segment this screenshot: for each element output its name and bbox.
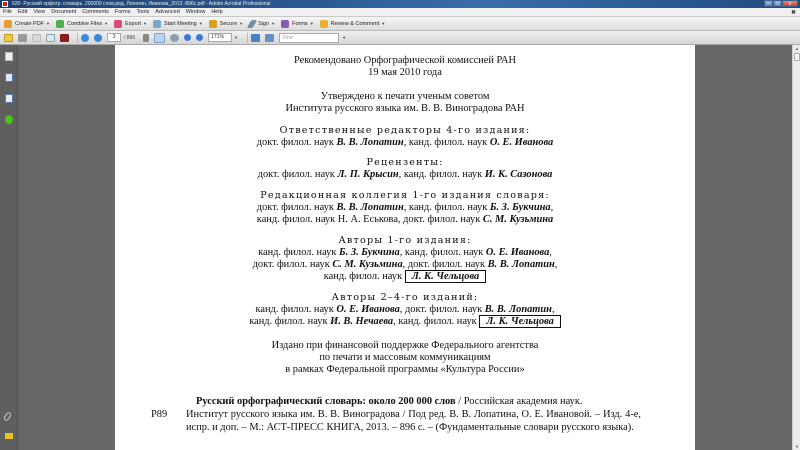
how-to-icon[interactable]: [5, 115, 13, 124]
zoom-level-input[interactable]: 171%: [208, 33, 232, 42]
text: ,: [551, 304, 555, 315]
chevron-down-icon: ▼: [46, 21, 51, 26]
secure-button[interactable]: [209, 20, 243, 28]
editors-block: [115, 125, 695, 149]
export-button[interactable]: [114, 20, 147, 28]
chevron-down-icon: ▼: [143, 21, 148, 26]
text-line: Института русского языка им. В. В. Виноградова РАН: [285, 103, 525, 114]
text-line: в рамках Федеральной программы «Культура России»: [285, 364, 525, 375]
navigation-pane: [0, 45, 18, 450]
chevron-down-icon: ▼: [198, 21, 203, 26]
text: канд. филол. наук Н. А. Еськова, докт. филол. наук: [256, 214, 483, 225]
vertical-scrollbar[interactable]: [792, 45, 800, 450]
boxed-person-name: Л. К. Чельцова: [405, 270, 487, 283]
person-name: О. Е. Иванова: [485, 247, 550, 258]
menu-bar: [0, 8, 800, 17]
zoom-dropdown-icon[interactable]: ▼: [234, 35, 239, 40]
minimize-button[interactable]: –: [764, 0, 773, 7]
bibliographic-entry: [151, 395, 641, 434]
export-label: Export: [125, 20, 142, 27]
classification-code: Р89: [151, 409, 168, 420]
person-name: Б. З. Букчина: [489, 202, 551, 213]
book-title: Русский орфографический словарь: около 200 000 слов: [196, 396, 456, 407]
create-pdf-label: Create PDF: [15, 20, 45, 27]
scroll-down-icon[interactable]: ▼: [795, 444, 799, 449]
person-name: С. М. Кузьмина: [332, 259, 403, 270]
section-heading: Авторы 1-го издания:: [338, 235, 472, 246]
text: докт. филол. наук: [256, 202, 337, 213]
start-meeting-button[interactable]: [153, 20, 203, 28]
select-text-icon[interactable]: [143, 34, 149, 42]
text: , канд. филол. наук: [398, 169, 485, 180]
combine-files-label: Combine Files: [67, 20, 103, 27]
email-icon[interactable]: [46, 34, 55, 42]
person-name: О. Е. Иванова: [336, 304, 400, 315]
previous-page-icon[interactable]: [81, 34, 89, 42]
text-line: [115, 247, 695, 259]
signatures-icon[interactable]: [5, 94, 13, 103]
text: , канд. филол. наук: [393, 316, 480, 327]
person-name: В. В. Лопатин: [484, 304, 552, 315]
review-comment-label: Review & Comment: [330, 20, 380, 27]
title-bar: [0, 0, 800, 8]
text-line: [115, 271, 695, 283]
review-comment-button[interactable]: [320, 20, 386, 28]
scroll-up-icon[interactable]: ▲: [795, 46, 799, 51]
acrobat-app-icon: [2, 1, 8, 7]
start-meeting-label: Start Meeting: [164, 20, 197, 27]
toolbar-separator: [247, 33, 248, 43]
forms-button[interactable]: [281, 20, 314, 28]
text: докт. филол. наук: [256, 137, 337, 148]
review-icon: [320, 20, 328, 28]
export-icon: [114, 20, 122, 28]
text-line: Рекомендовано Орфографической комиссией РАН: [294, 55, 516, 66]
text: канд. филол. наук: [258, 247, 340, 258]
hand-tool-icon[interactable]: [154, 33, 165, 43]
forms-icon: [281, 20, 289, 28]
text: канд. филол. наук: [323, 271, 405, 282]
section-heading: Редакционная коллегия 1-го издания словаря:: [260, 190, 550, 201]
text: / Российская академия наук.: [455, 396, 583, 407]
open-folder-icon[interactable]: [4, 34, 13, 42]
start-meeting-icon: [153, 20, 161, 28]
text-line: по печати и массовым коммуникациям: [319, 352, 491, 363]
secure-label: Secure: [219, 20, 238, 27]
biblio-body: Институт русского языка им. В. В. Виноградова / Под ред. В. В. Лопатина, О. Е. Ивановой. – Изд. 4-е, испр. и доп. – М.: АСТ-ПРЕСС КНИГА, 2013. – 896 с. – (Фундаментальные словари русского языка).: [186, 409, 641, 433]
biblio-title-line: [151, 395, 641, 408]
text: канд. филол. наук: [255, 304, 337, 315]
pages-icon[interactable]: [5, 52, 13, 61]
pen-icon: [247, 20, 258, 28]
menu-tools[interactable]: Tools: [136, 9, 150, 15]
combine-files-button[interactable]: [56, 20, 108, 28]
person-name: Б. З. Букчина: [339, 247, 400, 258]
sign-label: Sign: [258, 20, 270, 27]
find-input[interactable]: Find: [279, 33, 339, 43]
comments-icon[interactable]: [5, 433, 13, 439]
find-dropdown-icon[interactable]: ▼: [342, 35, 347, 40]
menu-comments[interactable]: Comments: [82, 9, 109, 15]
text-line: [115, 316, 695, 328]
person-name: В. В. Лопатин: [487, 259, 555, 270]
authors-later-editions-block: [115, 292, 695, 328]
menu-forms[interactable]: Forms: [114, 9, 131, 15]
text: канд. филол. наук: [249, 316, 331, 327]
text-line: Утверждено к печати ученым советом: [320, 91, 490, 102]
lock-icon: [209, 20, 217, 28]
text: ,: [549, 247, 552, 258]
boxed-person-name: Л. К. Чельцова: [479, 315, 561, 328]
chevron-down-icon: ▼: [381, 21, 386, 26]
text: , докт. филол. наук: [402, 259, 488, 270]
text-line: [115, 202, 695, 214]
close-document-icon[interactable]: ✖: [790, 10, 796, 16]
chevron-down-icon: ▼: [271, 21, 276, 26]
text-line: [115, 214, 695, 226]
text-line: [115, 304, 695, 316]
print-icon[interactable]: [18, 34, 27, 42]
section-heading: Ответственные редакторы 4-го издания:: [279, 125, 531, 136]
approval-block: [115, 91, 695, 115]
window-controls: [764, 0, 798, 8]
text: , докт. филол. наук: [399, 304, 485, 315]
person-name: И. В. Нечаева: [330, 316, 394, 327]
person-name: В. В. Лопатин: [336, 137, 404, 148]
text: ,: [554, 259, 558, 270]
text: докт. филол. наук: [252, 259, 333, 270]
menu-help[interactable]: Help: [211, 9, 223, 15]
funding-block: [115, 340, 695, 376]
person-name: В. В. Лопатин: [336, 202, 404, 213]
chevron-down-icon: ▼: [104, 21, 109, 26]
attachments-icon[interactable]: [3, 411, 12, 421]
window-title: 620- Русский орфогр. словарь. 200000 слов,ред. Лопатин, Иванова_2013 -896с.pdf - Adobe Acrobat Professional: [12, 1, 271, 7]
toolbar-separator: [77, 33, 78, 43]
person-name: Л. П. Крысин: [337, 169, 399, 180]
main-toolbar: [0, 31, 800, 45]
person-name: О. Е. Иванова: [489, 137, 554, 148]
person-name: С. М. Кузьмина: [482, 214, 554, 225]
text-line: [115, 137, 695, 149]
bookmarks-icon[interactable]: [5, 73, 13, 82]
chevron-down-icon: ▼: [239, 21, 244, 26]
maximize-button[interactable]: □: [773, 0, 782, 7]
text-line: 19 мая 2010 года: [368, 67, 442, 78]
page-total: / 896: [124, 34, 136, 41]
menu-edit[interactable]: Edit: [17, 9, 28, 15]
section-heading: Рецензенты:: [366, 157, 444, 168]
text: , канд. филол. наук: [403, 202, 490, 213]
pdf-page: [115, 45, 695, 450]
scroll-thumb[interactable]: [794, 53, 800, 61]
text: , канд. филол. наук: [403, 137, 490, 148]
sign-button[interactable]: [249, 20, 275, 28]
reviewers-block: [115, 157, 695, 181]
collaborate-icon[interactable]: [60, 34, 69, 42]
create-pdf-button[interactable]: [4, 20, 50, 28]
full-screen-icon[interactable]: [265, 34, 274, 42]
board-block: [115, 190, 695, 226]
document-area: [18, 45, 792, 450]
fit-page-icon[interactable]: [251, 34, 260, 42]
save-icon[interactable]: [32, 34, 41, 42]
text-line: Издано при финансовой поддержке Федерального агентства: [271, 340, 539, 351]
zoom-out-icon[interactable]: [184, 34, 191, 41]
menu-advanced[interactable]: Advanced: [155, 9, 180, 15]
person-name: И. К. Сазонова: [484, 169, 553, 180]
text-line: [115, 169, 695, 181]
authors-first-edition-block: [115, 235, 695, 283]
text: ,: [550, 202, 554, 213]
menu-file[interactable]: File: [3, 9, 12, 15]
close-button[interactable]: x: [782, 0, 798, 7]
menu-view[interactable]: View: [33, 9, 46, 15]
section-heading: Авторы 2–4-го изданий:: [331, 292, 479, 303]
menu-window[interactable]: Window: [185, 9, 206, 15]
text: , канд. филол. наук: [399, 247, 486, 258]
combine-files-icon: [56, 20, 64, 28]
chevron-down-icon: ▼: [309, 21, 314, 26]
text: докт. филол. наук: [257, 169, 338, 180]
zoom-in-icon[interactable]: [196, 34, 203, 41]
next-page-icon[interactable]: [94, 34, 102, 42]
create-pdf-icon: [4, 20, 12, 28]
recommendation-block: [115, 55, 695, 79]
marquee-zoom-icon[interactable]: [170, 34, 179, 42]
forms-label: Forms: [292, 20, 308, 27]
menu-document[interactable]: Document: [51, 9, 77, 15]
page-number-input[interactable]: 3: [107, 33, 121, 42]
tasks-toolbar: [0, 17, 800, 31]
